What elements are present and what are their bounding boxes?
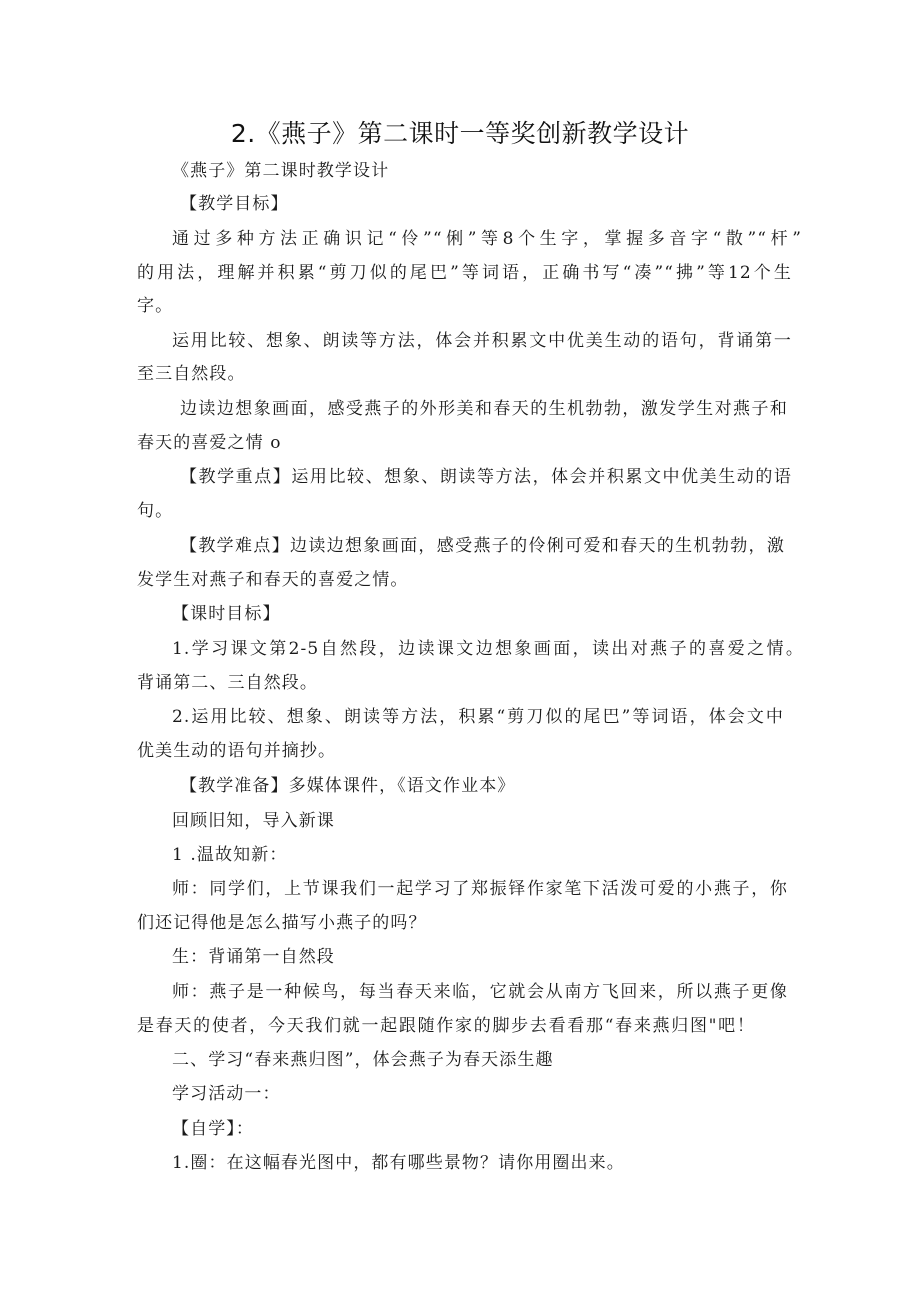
- paragraph-line: 的用法，理解并积累“剪刀似的尾巴”等词语，正确书写“凑”“拂”等12个生: [137, 263, 792, 283]
- paragraph-line: 生：背诵第一自然段: [172, 947, 335, 967]
- key-point-line: 【教学重点】运用比较、想象、朗读等方法，体会并积累文中优美生动的语: [180, 467, 792, 487]
- paragraph-line: 是春天的使者，今天我们就一起跟随作家的脚步去看看那“春来燕归图"吧！: [137, 1016, 755, 1036]
- paragraph-line: 至三自然段。: [137, 364, 246, 384]
- paragraph-line: 背诵第二、三自然段。: [137, 673, 318, 693]
- teaching-prep-line: 【教学准备】多媒体课件，《语文作业本》: [180, 776, 516, 796]
- section-heading-review: 回顾旧知，导入新课: [172, 811, 335, 831]
- paragraph-line: 【自学】：: [172, 1119, 254, 1139]
- section-heading-lesson-goals: 【课时目标】: [172, 604, 281, 624]
- paragraph-line: 句。: [137, 501, 174, 521]
- paragraph-line: 1.圈：在这幅春光图中，都有哪些景物？请你用圈出来。: [172, 1153, 625, 1173]
- paragraph-line: 字。: [137, 296, 174, 316]
- paragraph-line: 们还记得他是怎么描写小燕子的吗？: [137, 913, 427, 933]
- paragraph-line: 师：同学们，上节课我们一起学习了郑振铎作家笔下活泼可爱的小燕子，你: [172, 879, 788, 899]
- section-heading-learn: 二、学习“春来燕归图”，体会燕子为春天添生趣: [172, 1050, 554, 1070]
- paragraph-line: 通过多种方法正确识记“伶”“俐”等8个生字，掌握多音字“散”“杆”: [172, 229, 802, 249]
- paragraph-line: 1.学习课文第2-5自然段，边读课文边想象画面，读出对燕子的喜爱之情。: [172, 639, 804, 659]
- paragraph-line: 师：燕子是一种候鸟，每当春天来临，它就会从南方飞回来，所以燕子更像: [172, 982, 788, 1002]
- document-title: 2.《燕子》第二课时一等奖创新教学设计: [230, 119, 690, 148]
- paragraph-line: 春天的喜爱之情 o: [137, 433, 282, 453]
- paragraph-line: 1 .温故知新：: [172, 845, 288, 865]
- section-heading-teaching-goals: 【教学目标】: [180, 194, 289, 214]
- paragraph-line: 发学生对燕子和春天的喜爱之情。: [137, 570, 409, 590]
- paragraph-line: 边读边想象画面，感受燕子的外形美和春天的生机勃勃，激发学生对燕子和: [180, 399, 788, 419]
- paragraph-line: 2.运用比较、想象、朗读等方法，积累“剪刀似的尾巴”等词语，体会文中: [172, 707, 784, 727]
- paragraph-line: 优美生动的语句并摘抄。: [137, 741, 337, 761]
- difficult-point-line: 【教学难点】边读边想象画面，感受燕子的伶俐可爱和春天的生机勃勃，激: [180, 536, 785, 556]
- paragraph-line: 运用比较、想象、朗读等方法，体会并积累文中优美生动的语句，背诵第一: [172, 331, 792, 351]
- paragraph-line: 学习活动一：: [172, 1084, 281, 1104]
- subtitle: 《燕子》第二课时教学设计: [172, 161, 390, 181]
